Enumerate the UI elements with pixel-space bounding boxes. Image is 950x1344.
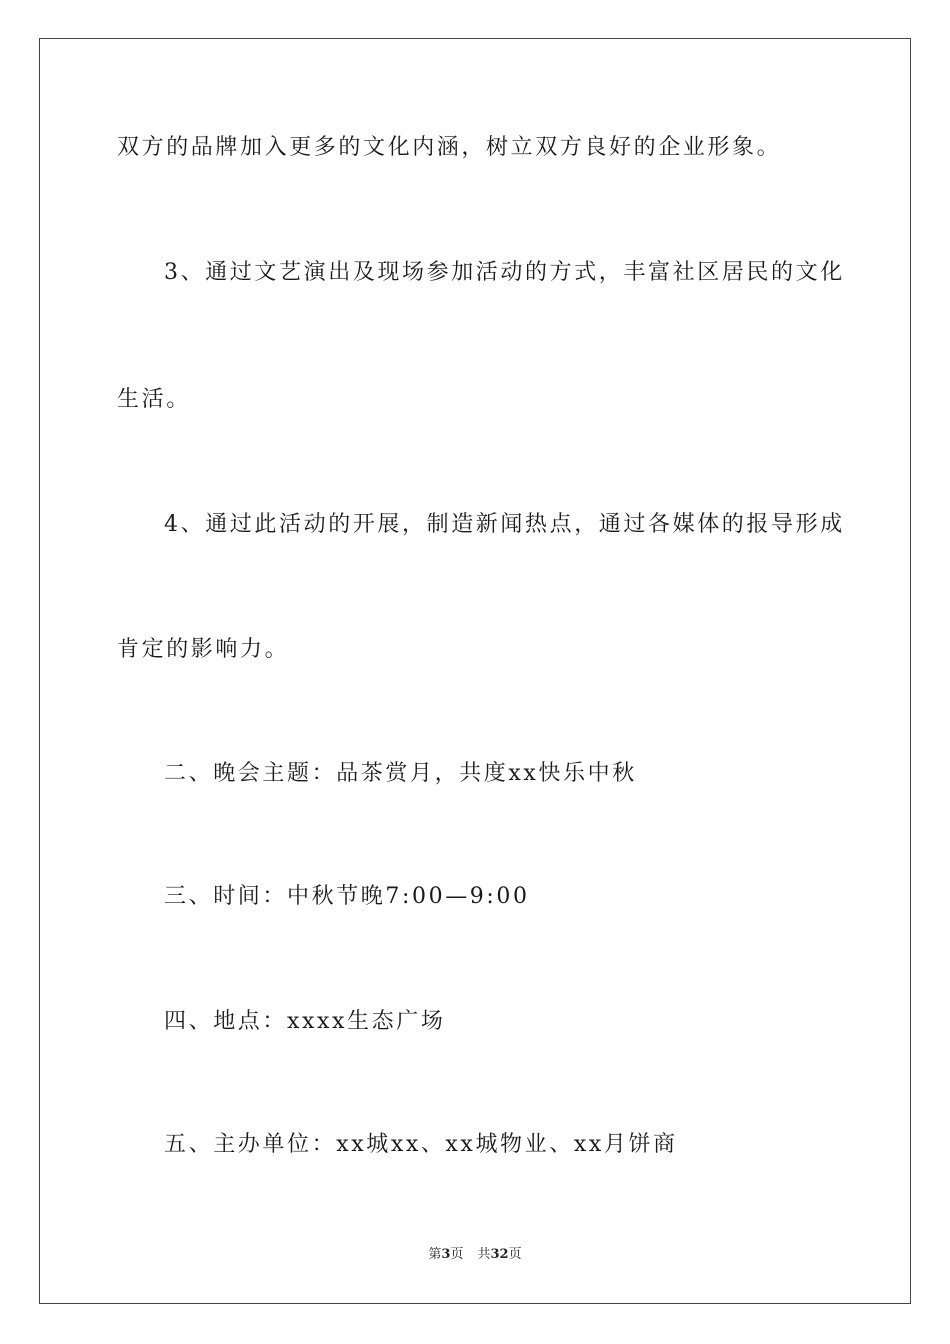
page-frame xyxy=(39,38,911,1304)
footer-page-total: 32 xyxy=(490,1247,509,1262)
body-text-line: 生活。 xyxy=(117,387,191,412)
section-heading-location: 四、地点：xxxx生态广场 xyxy=(164,1009,446,1034)
footer-page-current: 3 xyxy=(441,1247,451,1262)
body-text-line: 4、通过此活动的开展，制造新闻热点，通过各媒体的报导形成 xyxy=(164,512,845,537)
page-footer xyxy=(0,1245,950,1265)
footer-total-prefix: 共 xyxy=(477,1247,491,1262)
footer-page-prefix: 第 xyxy=(428,1247,442,1262)
body-text-line: 3、通过文艺演出及现场参加活动的方式，丰富社区居民的文化 xyxy=(164,260,845,285)
body-text-line: 肯定的影响力。 xyxy=(117,637,290,662)
footer-page-unit: 页 xyxy=(450,1247,464,1262)
footer-total-unit: 页 xyxy=(508,1247,522,1262)
body-text-line: 双方的品牌加入更多的文化内涵，树立双方良好的企业形象。 xyxy=(117,135,782,160)
section-heading-organizer: 五、主办单位：xx城xx、xx城物业、xx月饼商 xyxy=(164,1132,678,1157)
section-heading-time: 三、时间：中秋节晚7:00—9:00 xyxy=(164,884,530,909)
section-heading-theme: 二、晚会主题：品茶赏月，共度xx快乐中秋 xyxy=(164,761,637,786)
